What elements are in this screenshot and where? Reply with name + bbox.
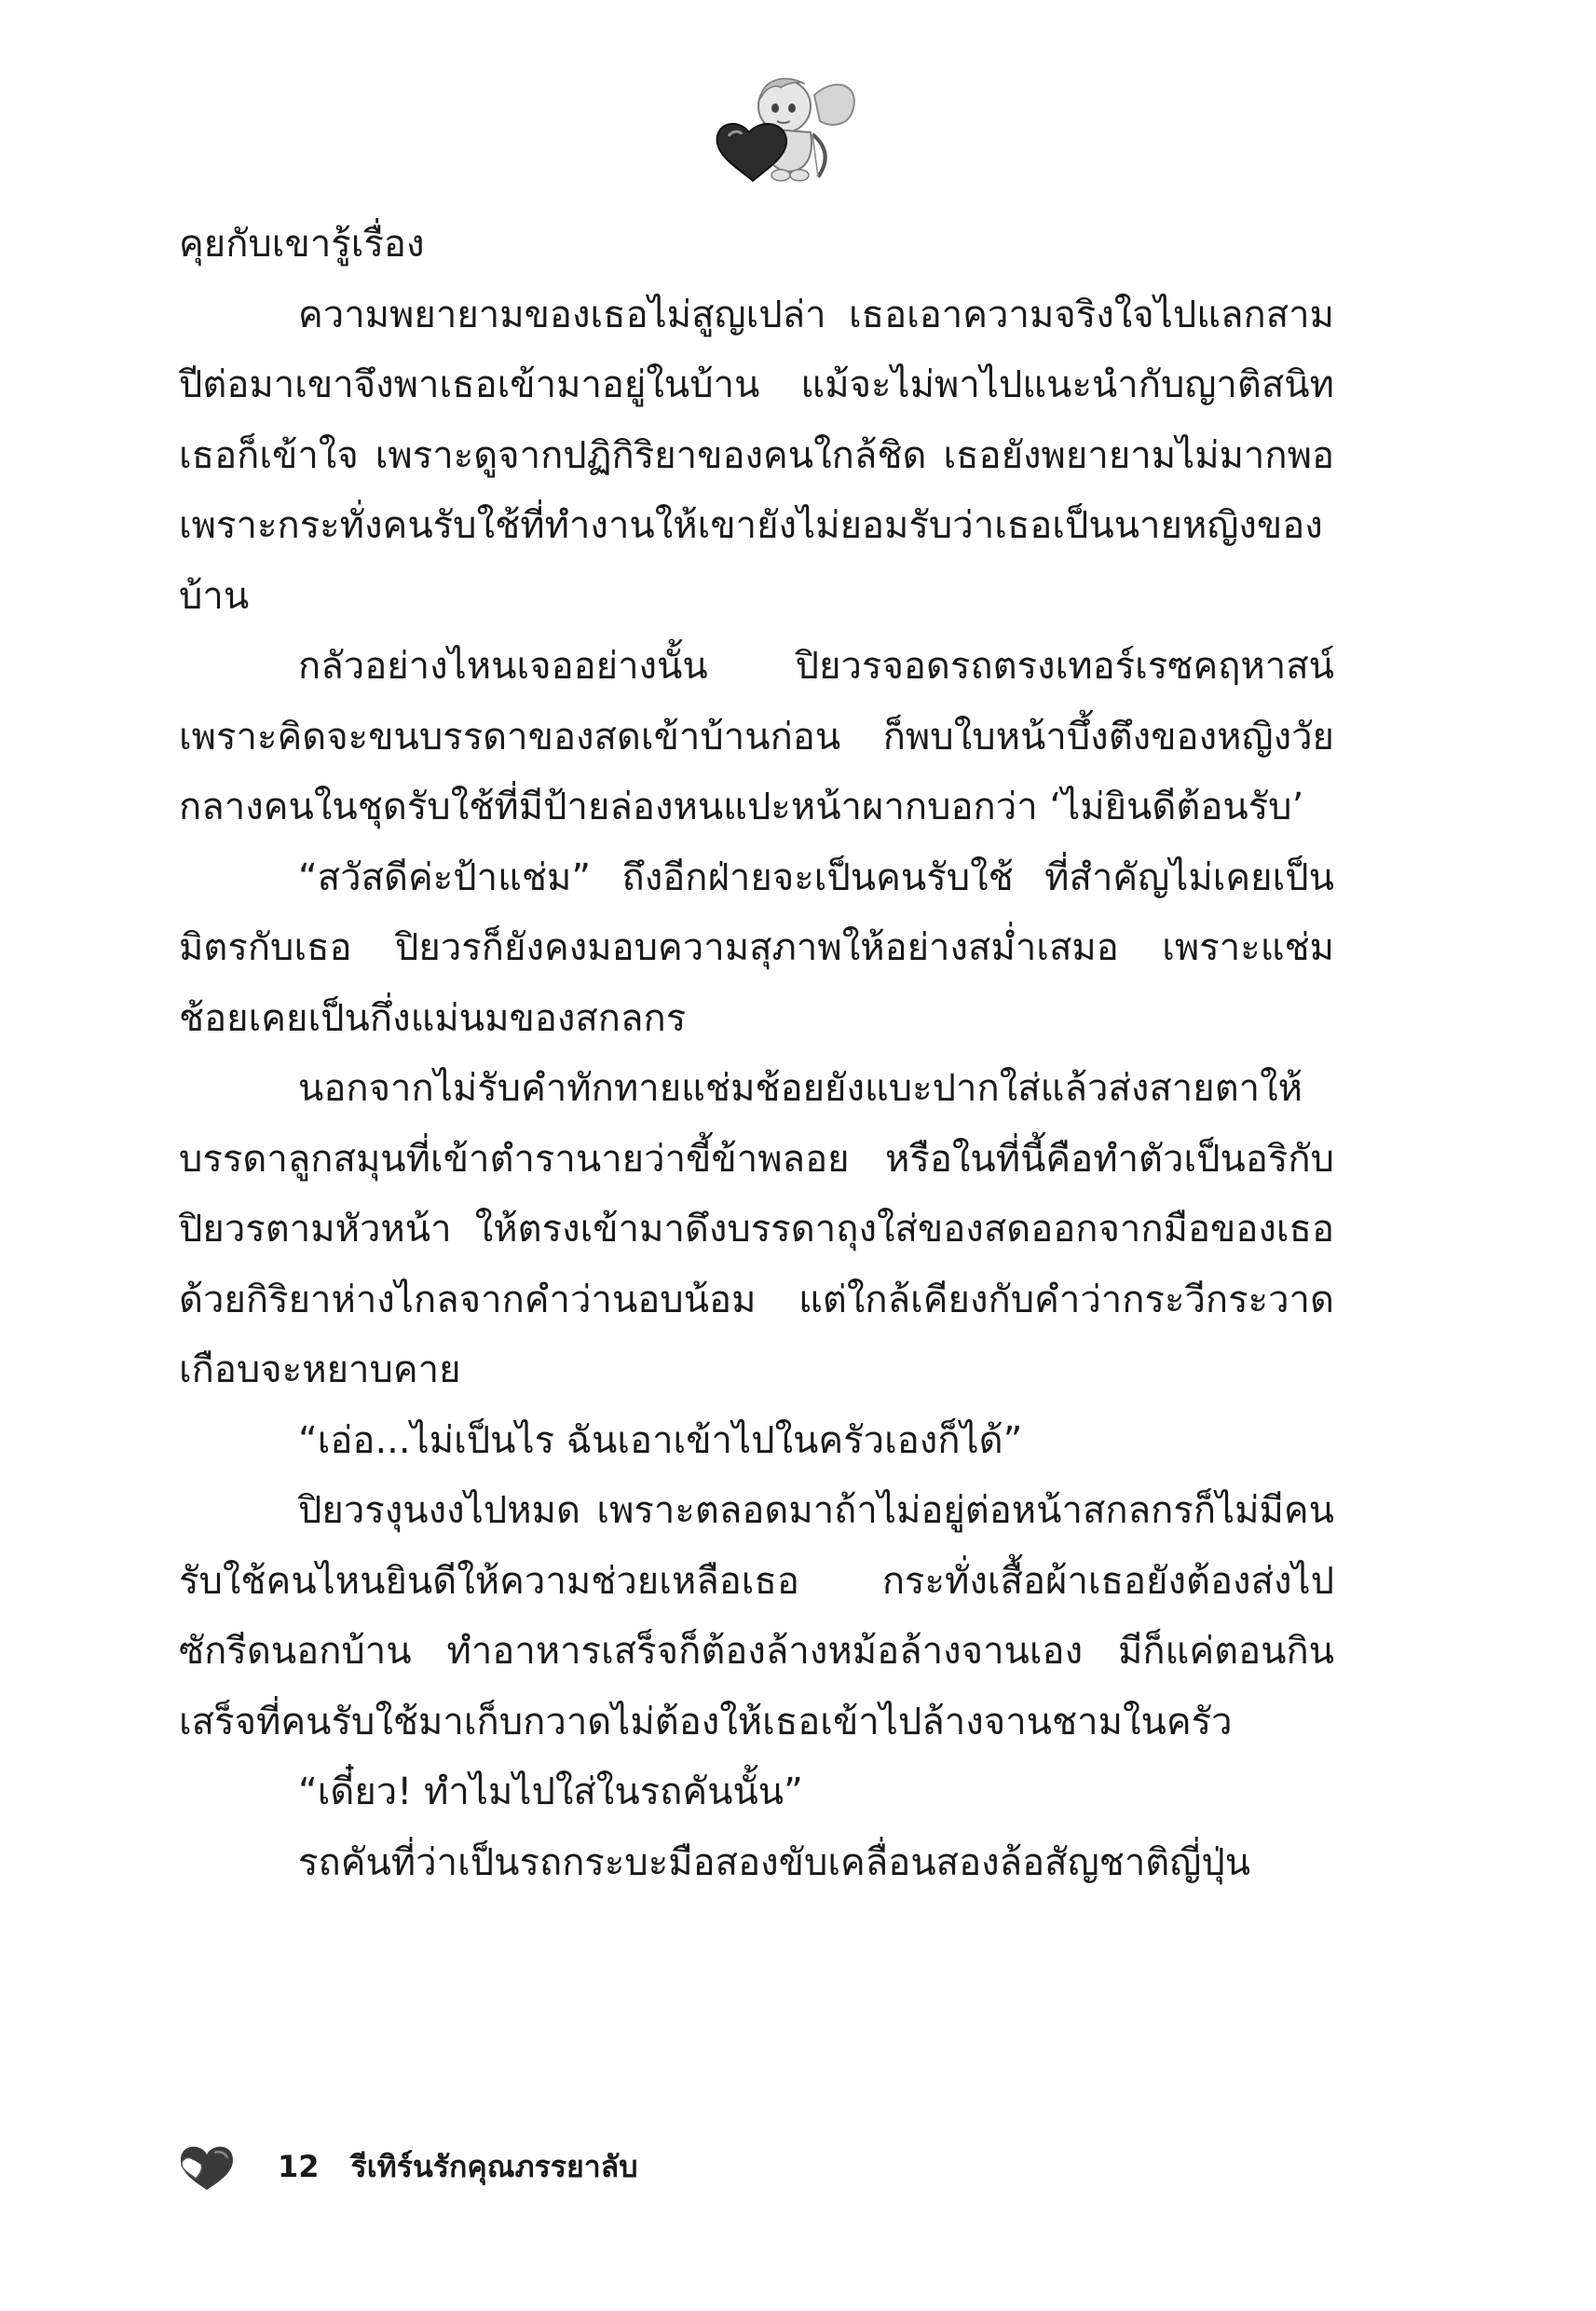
paragraph: นอกจากไม่รับคำทักทายแช่มช้อยยังแบะปากใส่แล้วส่งสายตาให้บรรดาลูกสมุนที่เข้าตำรานายว่าขี้ข้าพลอย หรือในที่นี้คือทำตัวเป็นอริกับปิยวรตามหัวหน้า ให้ตรงเข้ามาดึงบรรดาถุงใส่ของสดออกจากมือของเธอ ด้วยกิริยาห่างไกลจากคำว่านอบน้อม แต่ใกล้เคียงกับคำว่ากระวีกระวาด เกือบจะหยาบคาย [179,1067,1334,1391]
heart-icon [177,2141,237,2192]
body-text [179,210,1334,1898]
page-footer [177,2139,638,2195]
paragraph: “สวัสดีค่ะป้าแช่ม” ถึงอีกฝ่ายจะเป็นคนรับใช้ ที่สำคัญไม่เคยเป็นมิตรกับเธอ ปิยวรก็ยังคงมอบความสุภาพให้อย่างสม่ำเสมอ เพราะแช่มช้อยเคยเป็นกึ่งแม่นมของสกลกร [179,855,1334,1040]
paragraph: รถคันที่ว่าเป็นรถกระบะมือสองขับเคลื่อนสองล้อสัญชาติญี่ปุ่น [298,1840,1251,1884]
paragraph: “เอ่อ...ไม่เป็นไร ฉันเอาเข้าไปในครัวเองก็ได้” [298,1418,1023,1462]
paragraph: คุยกับเขารู้เรื่อง [179,223,425,266]
paragraph: “เดี๋ยว! ทำไมไปใส่ในรถคันนั้น” [298,1771,803,1813]
paragraph: กลัวอย่างไหนเจออย่างนั้น ปิยวรจอดรถตรงเทอร์เรซคฤหาสน์เพราะคิดจะขนบรรดาของสดเข้าบ้านก่อน ก็พบใบหน้าบึ้งตึงของหญิงวัยกลางคนในชุดรับใช้ที่มีป้ายล่องหนแปะหน้าผากบอกว่า ‘ไม่ยินดีต้อนรับ’ [179,645,1334,828]
paragraph: ความพยายามของเธอไม่สูญเปล่า เธอเอาความจริงใจไปแลกสามปีต่อมาเขาจึงพาเธอเข้ามาอยู่ในบ้าน แม้จะไม่พาไปแนะนำกับญาติสนิทเธอก็เข้าใจ เพราะดูจากปฏิกิริยาของคนใกล้ชิด เธอยังพยายามไม่มากพอ เพราะกระทั่งคนรับใช้ที่ทำงานให้เขายังไม่ยอมรับว่าเธอเป็นนายหญิงของบ้าน [179,293,1334,618]
book-title: รีเทิร์นรักคุณภรรยาลับ [350,2148,638,2184]
page-number: 12 [278,2149,320,2184]
paragraph: ปิยวรงุนงงไปหมด เพราะตลอดมาถ้าไม่อยู่ต่อหน้าสกลกรก็ไม่มีคนรับใช้คนไหนยินดีให้ความช่วยเหลือเธอ กระทั่งเสื้อผ้าเธอยังต้องส่งไปซักรีดนอกบ้าน ทำอาหารเสร็จก็ต้องล้างหม้อล้างจานเอง มีก็แค่ตอนกินเสร็จที่คนรับใช้มาเก็บกวาดไม่ต้องให้เธอเข้าไปล้างจานชามในครัว [179,1489,1334,1744]
cupid-heart-icon [695,67,863,188]
